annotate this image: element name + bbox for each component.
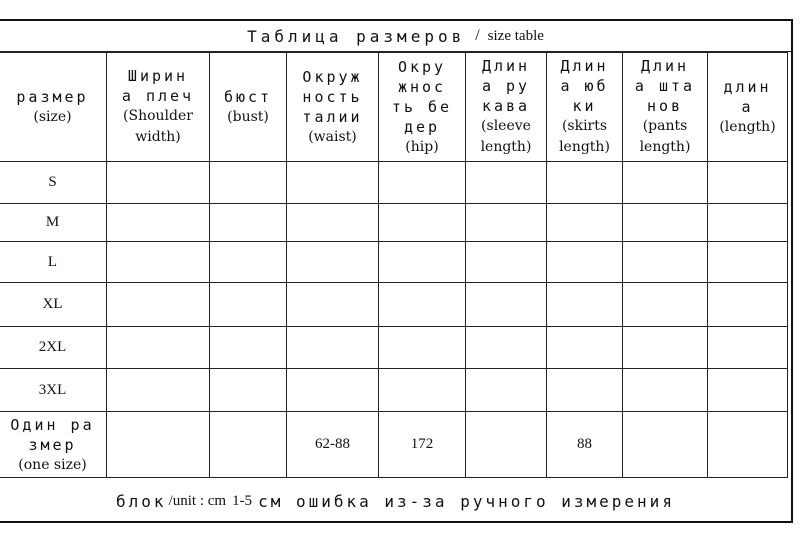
header-en-line: (bust) bbox=[227, 108, 269, 125]
table-cell bbox=[379, 283, 466, 327]
table-cell bbox=[623, 283, 708, 327]
table-row bbox=[0, 283, 788, 327]
unit-en: /unit : cm bbox=[168, 492, 227, 509]
column-header bbox=[210, 53, 287, 162]
table-cell bbox=[379, 242, 466, 283]
column-header bbox=[466, 53, 547, 162]
table-cell bbox=[379, 162, 466, 204]
table-row bbox=[0, 204, 788, 242]
header-row bbox=[0, 53, 788, 162]
header-ru-line: а bbox=[741, 97, 754, 116]
table-cell bbox=[287, 242, 379, 283]
size-label: XL bbox=[0, 283, 107, 327]
table-cell bbox=[708, 162, 788, 204]
table-cell bbox=[708, 369, 788, 412]
header-en-line: (skirts bbox=[561, 118, 608, 134]
table-cell bbox=[466, 369, 547, 412]
header-en-line: length) bbox=[639, 139, 691, 155]
column-header bbox=[287, 53, 379, 162]
header-en-line: (Shoulder bbox=[123, 108, 193, 124]
size-label: L bbox=[0, 242, 107, 283]
header-ru-line: а юб bbox=[560, 77, 609, 95]
table-cell bbox=[287, 162, 379, 204]
unit-note bbox=[0, 479, 791, 523]
header-en-line: (hip) bbox=[405, 138, 439, 155]
header-ru-line: жнос bbox=[397, 77, 447, 96]
table-cell bbox=[466, 242, 547, 283]
table-cell bbox=[708, 412, 788, 478]
table-cell bbox=[547, 283, 623, 327]
header-ru-line: ки bbox=[572, 97, 597, 115]
table-title bbox=[0, 21, 791, 52]
column-header bbox=[379, 53, 466, 162]
size-table-frame bbox=[0, 19, 793, 523]
table-cell bbox=[708, 204, 788, 242]
table-row bbox=[0, 369, 788, 412]
header-en-line: width) bbox=[135, 129, 181, 145]
header-en-line: (waist) bbox=[308, 128, 357, 145]
unit-ru: блок bbox=[116, 491, 167, 511]
one-size-row bbox=[0, 412, 788, 478]
column-header bbox=[623, 53, 708, 162]
skirt-length-value-cell: 88 bbox=[547, 412, 623, 478]
table-cell bbox=[623, 242, 708, 283]
one-size-en: (one size) bbox=[18, 456, 87, 473]
table-cell bbox=[466, 162, 547, 204]
table-cell bbox=[547, 162, 623, 204]
table-cell bbox=[708, 327, 788, 369]
table-cell bbox=[623, 369, 708, 412]
table-cell bbox=[107, 242, 210, 283]
table-cell bbox=[547, 204, 623, 242]
table-cell bbox=[210, 369, 287, 412]
table-cell bbox=[466, 412, 547, 478]
table-cell bbox=[379, 369, 466, 412]
table-cell bbox=[107, 283, 210, 327]
header-ru-line: Окруж bbox=[302, 67, 363, 86]
header-en-line: length) bbox=[480, 139, 532, 155]
table-cell bbox=[379, 327, 466, 369]
table-row bbox=[0, 162, 788, 204]
header-ru-line: дер bbox=[403, 117, 441, 136]
table-cell bbox=[210, 242, 287, 283]
size-label: M bbox=[0, 204, 107, 242]
header-en-line: length) bbox=[559, 139, 610, 155]
header-en-line: (sleeve bbox=[481, 118, 531, 134]
table-cell bbox=[210, 204, 287, 242]
column-header bbox=[107, 53, 210, 162]
table-cell bbox=[466, 283, 547, 327]
table-cell bbox=[623, 412, 708, 478]
table-cell bbox=[623, 327, 708, 369]
column-header bbox=[0, 53, 107, 162]
table-cell bbox=[210, 327, 287, 369]
size-label: S bbox=[0, 162, 107, 204]
header-ru-line: а плеч bbox=[121, 87, 195, 105]
table-cell bbox=[107, 369, 210, 412]
table-cell bbox=[547, 327, 623, 369]
header-ru-line: талии bbox=[302, 107, 363, 126]
header-ru-line: Длин bbox=[560, 57, 609, 75]
table-row bbox=[0, 242, 788, 283]
table-cell bbox=[547, 369, 623, 412]
waist-value-cell: 62-88 bbox=[287, 412, 379, 478]
error-note-ru: см ошибка из-за ручного измерения bbox=[258, 491, 675, 511]
header-ru-line: ность bbox=[302, 87, 363, 106]
header-ru-line: нов bbox=[646, 97, 684, 115]
table-cell bbox=[466, 327, 547, 369]
table-cell bbox=[287, 283, 379, 327]
header-ru-line: Длин bbox=[640, 57, 690, 75]
header-ru-line: а шта bbox=[634, 77, 696, 95]
table-cell bbox=[623, 204, 708, 242]
header-ru-line: Ширин bbox=[127, 67, 189, 85]
title-separator: / bbox=[475, 27, 480, 44]
table-cell bbox=[107, 327, 210, 369]
table-cell bbox=[623, 162, 708, 204]
table-cell bbox=[107, 162, 210, 204]
header-ru-line: кава bbox=[481, 97, 531, 115]
table-cell bbox=[466, 204, 547, 242]
header-ru-line: бюст bbox=[223, 87, 273, 106]
one-size-ru-line: змер bbox=[28, 435, 77, 454]
table-cell bbox=[547, 242, 623, 283]
table-cell bbox=[107, 412, 210, 478]
table-cell bbox=[287, 327, 379, 369]
table-cell bbox=[287, 204, 379, 242]
table-cell bbox=[708, 283, 788, 327]
size-label: 3XL bbox=[0, 369, 107, 412]
column-header bbox=[547, 53, 623, 162]
header-en-line: (length) bbox=[719, 118, 776, 135]
error-range: 1-5 bbox=[232, 492, 253, 509]
table-cell bbox=[107, 204, 210, 242]
one-size-ru-line: Один ра bbox=[10, 415, 95, 434]
table-cell bbox=[210, 162, 287, 204]
header-ru-line: Окру bbox=[397, 57, 447, 76]
header-ru-line: длин bbox=[723, 77, 772, 96]
column-header bbox=[708, 53, 788, 162]
size-table bbox=[0, 52, 788, 478]
size-label: 2XL bbox=[0, 327, 107, 369]
header-en-line: (size) bbox=[33, 108, 72, 125]
title-english: size table bbox=[487, 27, 544, 44]
hip-value-cell: 172 bbox=[379, 412, 466, 478]
table-cell bbox=[210, 412, 287, 478]
table-cell bbox=[287, 369, 379, 412]
one-size-label-cell bbox=[0, 412, 107, 478]
title-russian: Таблица размеров bbox=[247, 26, 466, 46]
table-cell bbox=[379, 204, 466, 242]
header-ru-line: а ру bbox=[481, 77, 531, 95]
header-ru-line: ть бе bbox=[391, 97, 453, 116]
header-en-line: (pants bbox=[642, 118, 688, 134]
table-row bbox=[0, 327, 788, 369]
header-ru-line: размер bbox=[16, 87, 89, 106]
header-ru-line: Длин bbox=[481, 57, 531, 75]
table-cell bbox=[708, 242, 788, 283]
table-cell bbox=[210, 283, 287, 327]
